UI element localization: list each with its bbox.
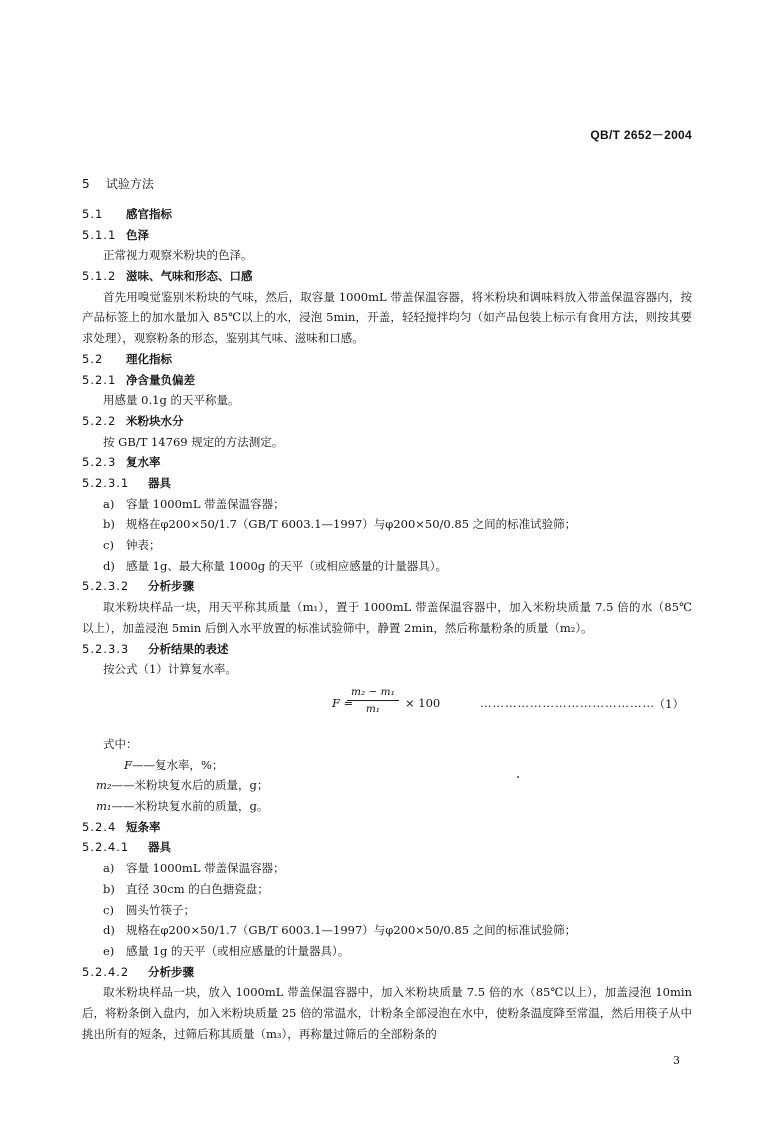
section-number: 5.2	[82, 351, 104, 366]
paragraph: 按公式（1）计算复水率。	[103, 662, 237, 677]
formula-denominator: m₁	[365, 702, 380, 715]
equipment-list-2	[82, 858, 692, 961]
list-item	[82, 858, 692, 879]
section-title: 器具	[148, 840, 171, 855]
section-title: 器具	[148, 476, 171, 491]
list-item	[82, 494, 692, 515]
variable-symbol: m₂	[96, 778, 112, 793]
list-item	[82, 514, 692, 535]
section-number: 5.2.1	[82, 372, 117, 387]
list-marker: e)	[103, 943, 115, 958]
list-text: 规格在φ200×50/1.7（GB/T 6003.1—1997）与φ200×50/0.85 之间的标准试验筛；	[126, 923, 577, 938]
list-item	[82, 535, 692, 556]
list-marker: a)	[103, 496, 115, 511]
section-5-1-heading	[82, 204, 692, 225]
paragraph: 用感量 0.1g 的天平称量。	[103, 393, 240, 408]
list-text: 容量 1000mL 带盖保温容器；	[126, 496, 285, 511]
variable-symbol: F	[124, 757, 132, 772]
section-title: 分析步骤	[148, 964, 194, 979]
section-title: 复水率	[126, 455, 161, 470]
section-5-2-4-2-heading	[82, 962, 692, 983]
section-title: 净含量负偏差	[126, 372, 195, 387]
section-5-heading	[82, 174, 692, 194]
paragraph: 取米粉块样品一块，用天平称其质量（m₁），置于 1000mL 带盖保温容器中，加入米粉块质量 7.5 倍的水（85℃以上），加盖浸泡 5min 后倒入水平放置的标准试验筛中，静置 2min，然后称量粉条的质量（m₂）。	[82, 600, 692, 635]
section-number: 5.1.1	[82, 227, 117, 242]
list-marker: c)	[103, 902, 114, 917]
formula-number: （1）	[653, 696, 684, 711]
variable-description: ——米粉块复水前的质量，g。	[111, 799, 269, 814]
formula-numerator: m₂ − m₁	[347, 684, 399, 701]
list-marker: d)	[103, 923, 115, 938]
list-text: 圆头竹筷子；	[126, 902, 195, 917]
section-title: 分析结果的表述	[148, 641, 229, 656]
section-number: 5.1.2	[82, 269, 117, 284]
where-label: 式中：	[103, 736, 138, 751]
paragraph: 首先用嗅觉鉴别米粉块的气味，然后，取容量 1000mL 带盖保温容器，将米粉块和调味料放入带盖保温容器内，按产品标签上的加水量加入 85℃以上的水，浸泡 5min，开盖，轻轻搅拌均匀（如产品包装上标示有食用方法，则按其要求处理），观察粉条的形态，鉴别其气味、滋味和口感。	[82, 289, 692, 346]
list-text: 感量 1g 的天平（或相应感量的计量器具）。	[126, 943, 350, 958]
section-5-2-4-heading	[82, 817, 692, 838]
list-item	[82, 941, 692, 962]
standard-code: QB/T 2652－2004	[590, 128, 692, 142]
section-number: 5.2.2	[82, 413, 117, 428]
list-marker: b)	[103, 517, 115, 532]
section-5-2-3-heading	[82, 452, 692, 473]
list-text: 直径 30cm 的白色搪瓷盘；	[126, 881, 269, 896]
page-number: 3	[673, 1054, 680, 1067]
formula-multiplier: × 100	[405, 695, 441, 710]
section-5-2-1-heading	[82, 370, 692, 391]
section-title: 色泽	[126, 227, 149, 242]
section-title: 理化指标	[126, 351, 172, 366]
section-5-1-1-heading	[82, 225, 692, 246]
paragraph: 取米粉块样品一块，放入 1000mL 带盖保温容器中，加入米粉块质量 7.5 倍的水（85℃以上），加盖浸泡 10min 后，将粉条倒入盘内，加入米粉块质量 25 倍的常温水，计粉条全部浸泡在水中，使粉条温度降至常温，然后用筷子从中挑出所有的短条，过筛后称其质量（m₃），再称量过筛后的全部粉条的	[82, 985, 692, 1041]
section-number: 5.2.3.2	[82, 579, 130, 594]
list-text: 容量 1000mL 带盖保温容器；	[126, 861, 285, 876]
list-marker: a)	[103, 861, 115, 876]
formula-lhs: F =	[332, 695, 354, 710]
section-number: 5	[82, 177, 90, 191]
formula-leader-dots: ……………………………………	[480, 695, 655, 710]
list-item	[82, 920, 692, 941]
section-5-2-3-2-heading	[82, 576, 692, 597]
list-marker: b)	[103, 881, 115, 896]
section-number: 5.1	[82, 207, 104, 221]
section-title: 短条率	[126, 819, 161, 834]
section-5-2-2-heading	[82, 411, 692, 432]
list-item	[82, 556, 692, 577]
variable-symbol: m₁	[96, 799, 112, 814]
variable-description: ——米粉块复水后的质量，g；	[111, 778, 269, 793]
paragraph: 正常视力观察米粉块的色泽。	[103, 248, 253, 263]
section-5-2-4-1-heading	[82, 837, 692, 858]
variable-definition	[82, 775, 692, 796]
section-number: 5.2.3	[82, 455, 117, 470]
list-text: 规格在φ200×50/1.7（GB/T 6003.1—1997）与φ200×50/0.85 之间的标准试验筛；	[126, 517, 577, 532]
paragraph: 按 GB/T 14769 规定的方法测定。	[103, 434, 284, 449]
section-number: 5.2.4.1	[82, 840, 130, 855]
variable-description: ——复水率，%；	[131, 757, 224, 772]
list-item	[82, 900, 692, 921]
list-item	[82, 879, 692, 900]
list-marker: d)	[103, 558, 115, 573]
variable-definition	[82, 796, 692, 817]
variable-definition	[82, 755, 692, 776]
section-number: 5.2.4	[82, 819, 117, 834]
formula-fraction	[347, 684, 399, 717]
scan-speck	[517, 776, 519, 778]
section-number: 5.2.3.1	[82, 476, 130, 491]
section-number: 5.2.3.3	[82, 641, 130, 656]
list-text: 钟表；	[126, 538, 161, 553]
section-5-1-2-heading	[82, 266, 692, 287]
section-number: 5.2.4.2	[82, 964, 130, 979]
content	[82, 174, 692, 1044]
section-title: 感官指标	[126, 207, 172, 221]
equipment-list-1	[82, 494, 692, 577]
list-marker: c)	[103, 538, 114, 553]
section-title: 分析步骤	[148, 579, 194, 594]
formula-1	[82, 684, 692, 728]
section-5-2-3-1-heading	[82, 473, 692, 494]
section-5-2-heading	[82, 349, 692, 370]
section-title: 米粉块水分	[126, 413, 184, 428]
section-title: 试验方法	[105, 177, 154, 191]
section-5-2-3-3-heading	[82, 639, 692, 660]
list-text: 感量 1g、最大称量 1000g 的天平（或相应感量的计量器具）。	[126, 558, 448, 573]
section-title: 滋味、气味和形态、口感	[126, 269, 253, 284]
